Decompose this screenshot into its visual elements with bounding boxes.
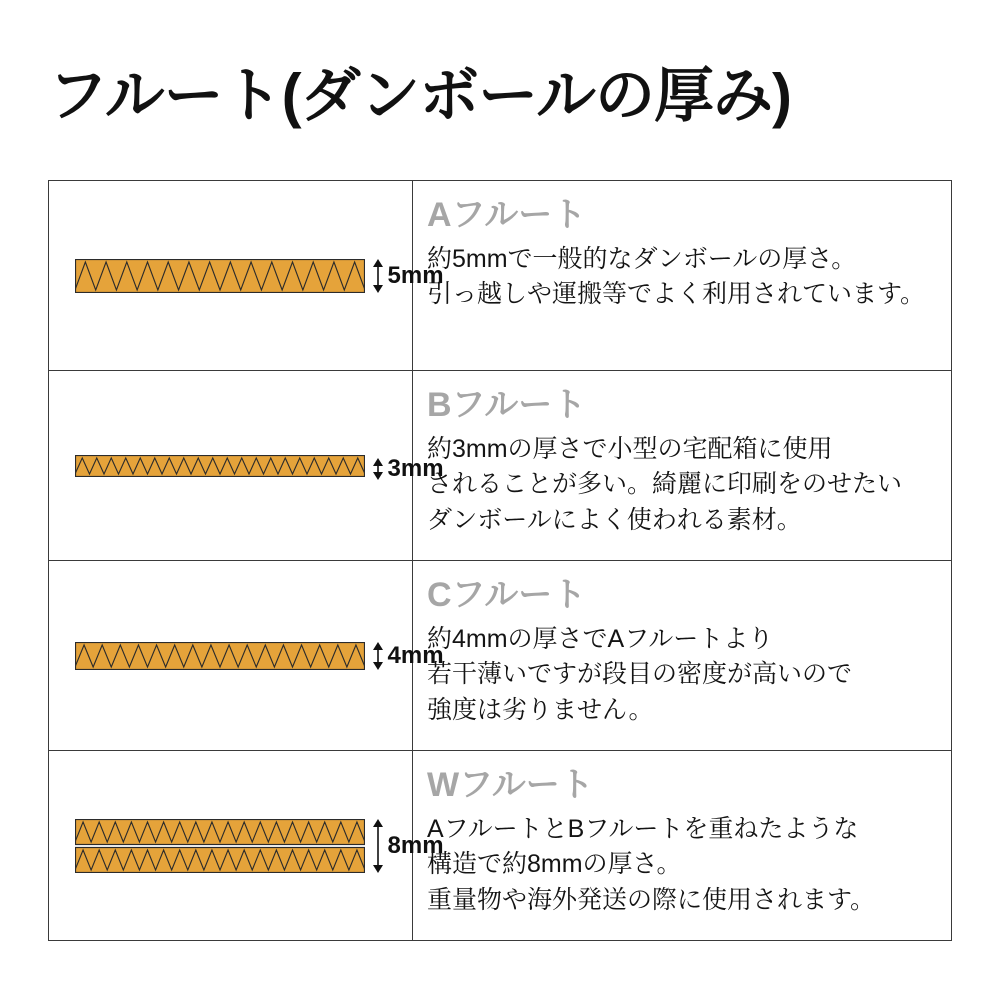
- flute-description-cell: [413, 371, 951, 560]
- thickness-measure: [371, 642, 444, 670]
- flute-description-text: [427, 622, 941, 729]
- cardboard-cross-section: [75, 259, 365, 298]
- thickness-measure: [371, 259, 444, 293]
- flute-comparison-table: [48, 180, 952, 941]
- cardboard-cross-section: [75, 642, 365, 675]
- description-line: 強度は劣りません。: [427, 695, 654, 724]
- page-title: フルート(ダンボールの厚み): [48, 62, 791, 129]
- description-line: AフルートとBフルートを重ねたような: [427, 814, 859, 843]
- description-line: 約4mmの厚さでAフルートより: [427, 624, 774, 653]
- cardboard-cross-section: [75, 455, 365, 482]
- board-diagram: [61, 751, 444, 940]
- double-arrow-icon: [371, 642, 385, 670]
- thickness-label: 3mm: [387, 454, 444, 482]
- table-row: [49, 751, 951, 941]
- corrugated-board-graphic: [75, 455, 365, 477]
- flute-illustration-cell: [49, 181, 444, 370]
- board-diagram: [61, 181, 444, 370]
- table-row: [49, 371, 951, 561]
- flute-type-heading: Bフルート: [427, 386, 587, 424]
- board-diagram: [61, 561, 444, 750]
- flute-type-heading: Cフルート: [427, 576, 587, 614]
- description-line: 重量物や海外発送の際に使用されます。: [427, 885, 876, 914]
- flute-illustration-cell: [49, 751, 444, 940]
- double-arrow-icon: [371, 819, 385, 873]
- flute-description-cell: [413, 181, 951, 370]
- thickness-label: 4mm: [387, 641, 444, 669]
- description-line: 若干薄いですが段目の密度が高いので: [427, 660, 853, 689]
- flute-description-cell: [413, 751, 951, 940]
- double-arrow-icon: [371, 458, 385, 480]
- description-line: 約3mmの厚さで小型の宅配箱に使用: [427, 434, 833, 463]
- table-row: [49, 181, 951, 371]
- flute-illustration-cell: [49, 371, 444, 560]
- thickness-label: 8mm: [387, 831, 444, 859]
- description-line: されることが多い。綺麗に印刷をのせたい: [427, 470, 903, 499]
- description-line: ダンボールによく使われる素材。: [427, 505, 802, 534]
- thickness-label: 5mm: [387, 261, 444, 289]
- thickness-measure: [371, 455, 444, 483]
- flute-description-text: [427, 432, 941, 539]
- thickness-measure: [371, 819, 444, 873]
- flute-illustration-cell: [49, 561, 444, 750]
- corrugated-board-graphic: [75, 259, 365, 293]
- flute-type-heading: Aフルート: [427, 196, 587, 234]
- description-line: 引っ越しや運搬等でよく利用されています。: [427, 280, 926, 309]
- double-arrow-icon: [371, 259, 385, 293]
- flute-description-cell: [413, 561, 951, 750]
- flute-description-text: [427, 242, 941, 313]
- description-line: 約5mmで一般的なダンボールの厚さ。: [427, 244, 857, 273]
- board-diagram: [61, 371, 444, 560]
- description-line: 構造で約8mmの厚さ。: [427, 850, 682, 879]
- flute-description-text: [427, 812, 941, 919]
- table-row: [49, 561, 951, 751]
- flute-type-heading: Wフルート: [427, 766, 594, 804]
- cardboard-cross-section: [75, 819, 365, 878]
- corrugated-board-graphic: [75, 819, 365, 873]
- corrugated-board-graphic: [75, 642, 365, 670]
